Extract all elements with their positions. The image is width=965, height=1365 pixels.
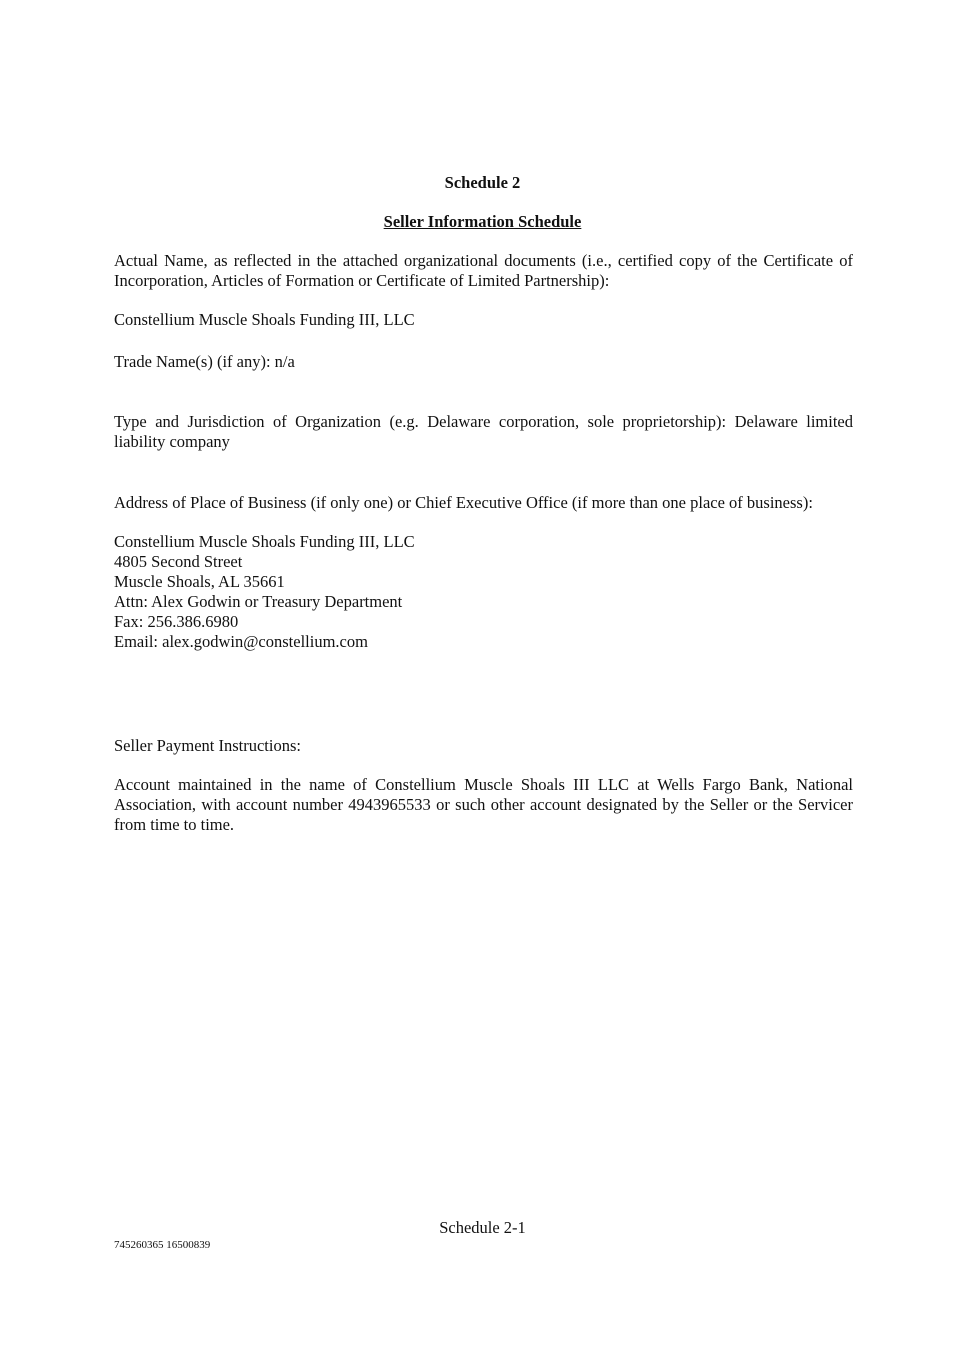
schedule-subtitle-text: Seller Information Schedule — [383, 212, 582, 231]
address-label: Address of Place of Business (if only one) or Chief Executive Office (if more than one place of business): — [114, 493, 813, 512]
actual-name-value: Constellium Muscle Shoals Funding III, LLC — [114, 310, 415, 329]
address-block — [114, 532, 853, 652]
payment-label: Seller Payment Instructions: — [114, 736, 301, 755]
page-number: Schedule 2-1 — [439, 1218, 526, 1237]
payment-instructions: Account maintained in the name of Constellium Muscle Shoals III LLC at Wells Fargo Bank, National Association, with account number 4943965533 or such other account designated by the Seller or the Servicer from time to time. — [114, 775, 853, 834]
address-line-street: 4805 Second Street — [114, 552, 243, 571]
address-line-fax: Fax: 256.386.6980 — [114, 612, 239, 631]
address-line-company: Constellium Muscle Shoals Funding III, LLC — [114, 532, 415, 551]
organization-type: Type and Jurisdiction of Organization (e.g. Delaware corporation, sole proprietorship): Delaware limited liability company — [114, 412, 853, 451]
address-line-email: Email: alex.godwin@constellium.com — [114, 632, 368, 651]
schedule-title: Schedule 2 — [444, 173, 521, 192]
address-line-city: Muscle Shoals, AL 35661 — [114, 572, 285, 591]
schedule-subtitle — [0, 212, 965, 232]
actual-name-label: Actual Name, as reflected in the attached organizational documents (i.e., certified copy of the Certificate of Incorporation, Articles of Formation or Certificate of Limited Partnership): — [114, 251, 853, 290]
address-line-attn: Attn: Alex Godwin or Treasury Department — [114, 592, 403, 611]
document-id: 745260365 16500839 — [114, 1239, 211, 1251]
trade-name: Trade Name(s) (if any): n/a — [114, 352, 295, 371]
